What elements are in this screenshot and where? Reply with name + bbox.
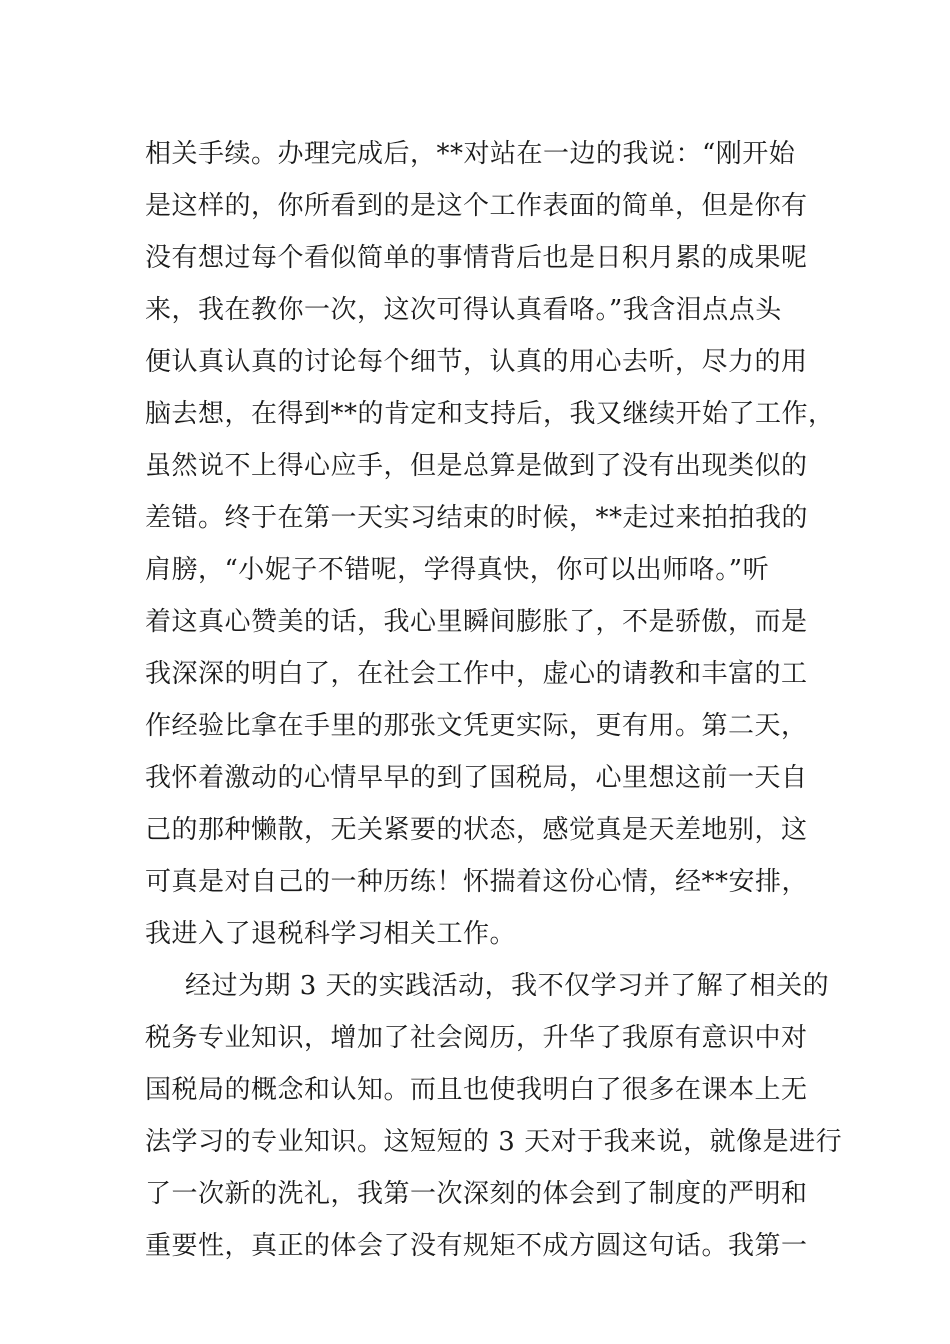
text-line: 经过为期 3 天的实践活动，我不仅学习并了解了相关的 bbox=[185, 971, 830, 1001]
paragraph-2 bbox=[145, 960, 843, 1272]
text-line: 着这真心赞美的话，我心里瞬间膨胀了，不是骄傲，而是 bbox=[145, 607, 808, 637]
text-line: 差错。终于在第一天实习结束的时候，**走过来拍拍我的 bbox=[145, 503, 809, 533]
text-line: 是这样的，你所看到的是这个工作表面的简单，但是你有 bbox=[145, 191, 808, 221]
text-line: 可真是对自己的一种历练！怀揣着这份心情，经**安排， bbox=[145, 867, 809, 897]
text-line: 来，我在教你一次，这次可得认真看咯。”我含泪点点头 bbox=[145, 295, 782, 325]
document-body bbox=[145, 128, 843, 1272]
text-line: 相关手续。办理完成后，**对站在一边的我说：“刚开始 bbox=[145, 139, 796, 169]
text-line: 法学习的专业知识。这短短的 3 天对于我来说，就像是进行 bbox=[145, 1127, 843, 1157]
text-line: 虽然说不上得心应手，但是总算是做到了没有出现类似的 bbox=[145, 451, 808, 481]
text-line: 我怀着激动的心情早早的到了国税局，心里想这前一天自 bbox=[145, 763, 808, 793]
text-line: 作经验比拿在手里的那张文凭更实际，更有用。第二天， bbox=[145, 711, 808, 741]
paragraph-1 bbox=[145, 128, 835, 960]
text-line: 便认真认真的讨论每个细节，认真的用心去听，尽力的用 bbox=[145, 347, 808, 377]
text-line: 己的那种懒散，无关紧要的状态，感觉真是天差地别，这 bbox=[145, 815, 808, 845]
text-line: 了一次新的洗礼，我第一次深刻的体会到了制度的严明和 bbox=[145, 1179, 808, 1209]
text-line: 肩膀，“小妮子不错呢，学得真快，你可以出师咯。”听 bbox=[145, 555, 770, 585]
text-line: 国税局的概念和认知。而且也使我明白了很多在课本上无 bbox=[145, 1075, 808, 1105]
text-line: 没有想过每个看似简单的事情背后也是日积月累的成果呢 bbox=[145, 243, 808, 273]
text-line: 我进入了退税科学习相关工作。 bbox=[145, 919, 517, 949]
text-line: 重要性，真正的体会了没有规矩不成方圆这句话。我第一 bbox=[145, 1231, 808, 1261]
text-line: 脑去想，在得到**的肯定和支持后，我又继续开始了工作， bbox=[145, 399, 835, 429]
text-line: 我深深的明白了，在社会工作中，虚心的请教和丰富的工 bbox=[145, 659, 808, 689]
text-line: 税务专业知识，增加了社会阅历，升华了我原有意识中对 bbox=[145, 1023, 808, 1053]
